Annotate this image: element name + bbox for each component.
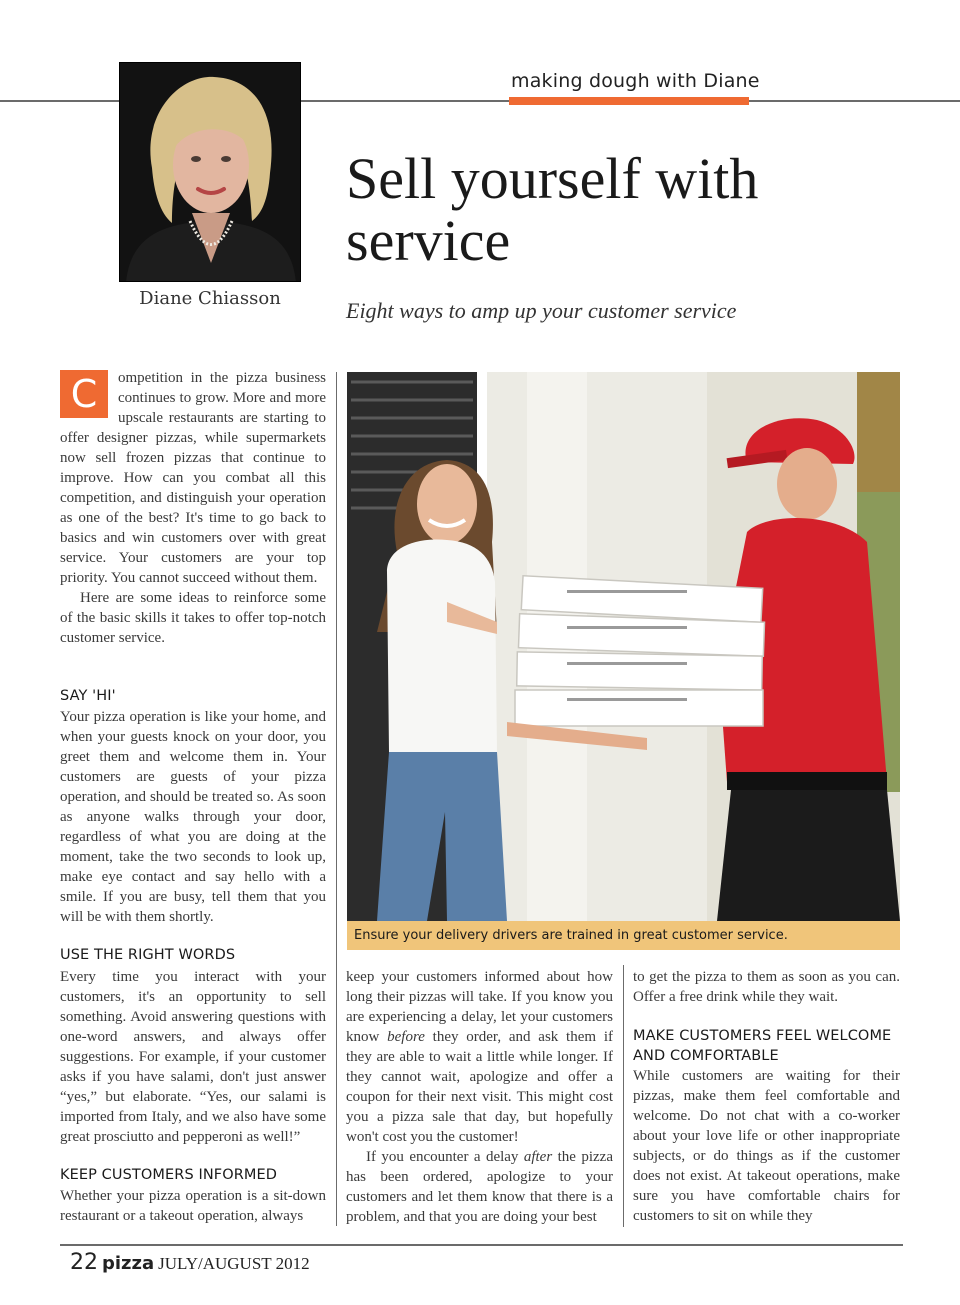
delay-paragraph: If you encounter a delay after the pizza has been ordered, apologize to your customers and let them know that there is a problem, and that you are doing your best — [346, 1149, 613, 1225]
section-tag: making dough with Diane — [511, 70, 760, 92]
page-footer — [70, 1250, 310, 1275]
subhead-welcome-comfortable: MAKE CUSTOMERS FEEL WELCOME AND COMFORTABLE — [633, 1028, 892, 1064]
article-headline: Sell yourself with service — [346, 146, 759, 273]
column-rule — [623, 965, 624, 1227]
page-number: 22 — [70, 1250, 98, 1275]
column-3-continued: to get the pizza to them as soon as you can. Offer a free drink while they wait. — [633, 969, 900, 1005]
footer-rule — [60, 1244, 903, 1246]
keep-informed-continued: keep your customers informed about how long their pizzas will take. If you know you are experiencing a delay, let your customers know before they order, and ask them if they are able to wait a little while longer. If they cannot wait, apologize and offer a coupon for their next visit. This might cost you a pizza sale that day, but hopefully won't cost you the customer! — [346, 969, 613, 1145]
column-rule — [336, 372, 337, 1226]
article-deck: Eight ways to amp up your customer service — [346, 298, 737, 323]
subhead-keep-informed: KEEP CUSTOMERS INFORMED — [60, 1167, 278, 1183]
magazine-name: pizza — [102, 1253, 155, 1274]
photo-caption: Ensure your delivery drivers are trained in great customer service. — [347, 921, 900, 950]
column-2-text — [346, 967, 613, 1227]
drop-cap: C — [60, 370, 108, 418]
intro-paragraph-2: Here are some ideas to reinforce some of the basic skills it takes to offer top-notch customer service. — [60, 590, 326, 646]
subhead-right-words: USE THE RIGHT WORDS — [60, 947, 236, 963]
delivery-photo — [347, 372, 900, 921]
say-hi-paragraph: Your pizza operation is like your home, and when your guests knock on your door, you greet them and welcome them in. Your customers are guests of your pizza operation, and should be treated so. As soon as anyone walks through your door, regardless of what you are doing at the moment, take the two seconds to look up, make eye contact and say hello with a smile. If you are busy, tell them that you will be with them shortly. — [60, 709, 326, 925]
issue-date: JULY/AUGUST 2012 — [158, 1254, 310, 1273]
section-tag-underline — [509, 97, 749, 105]
welcome-paragraph: While customers are waiting for their pizzas, make them feel comfortable and welcome. Do not chat with a co-worker about your love life or other inappropriate subjects, or do things as if the customer does not exist. At takeout operations, make sure you have comfortable chairs for customers to sit on while they — [633, 1068, 900, 1224]
author-portrait — [119, 62, 301, 282]
subhead-say-hi: SAY 'HI' — [60, 688, 116, 704]
author-name: Diane Chiasson — [139, 288, 281, 309]
keep-informed-paragraph: Whether your pizza operation is a sit-down restaurant or a takeout operation, always — [60, 1188, 326, 1224]
right-words-paragraph: Every time you interact with your customers, it's an opportunity to sell something. Avoid answering questions with one-word answers, and always offer suggestions. For example, if your customer asks if you have salami, don't just answer “yes,” but elaborate. “Yes, our salami is imported from Italy, and we also have some great prosciutto and pepperoni as well!” — [60, 969, 326, 1145]
intro-block — [60, 368, 326, 648]
intro-paragraph-1: ompetition in the pizza business continues to grow. More and more upscale restaurants are starting to offer designer pizzas, while supermarkets now sell frozen pizzas that continue to improve. How can you combat all this competition, and distinguish your operation as one of the best? It's time to go back to basics and win customers over with great service. Your customers are your top priority. You cannot succeed without them. — [60, 370, 326, 586]
